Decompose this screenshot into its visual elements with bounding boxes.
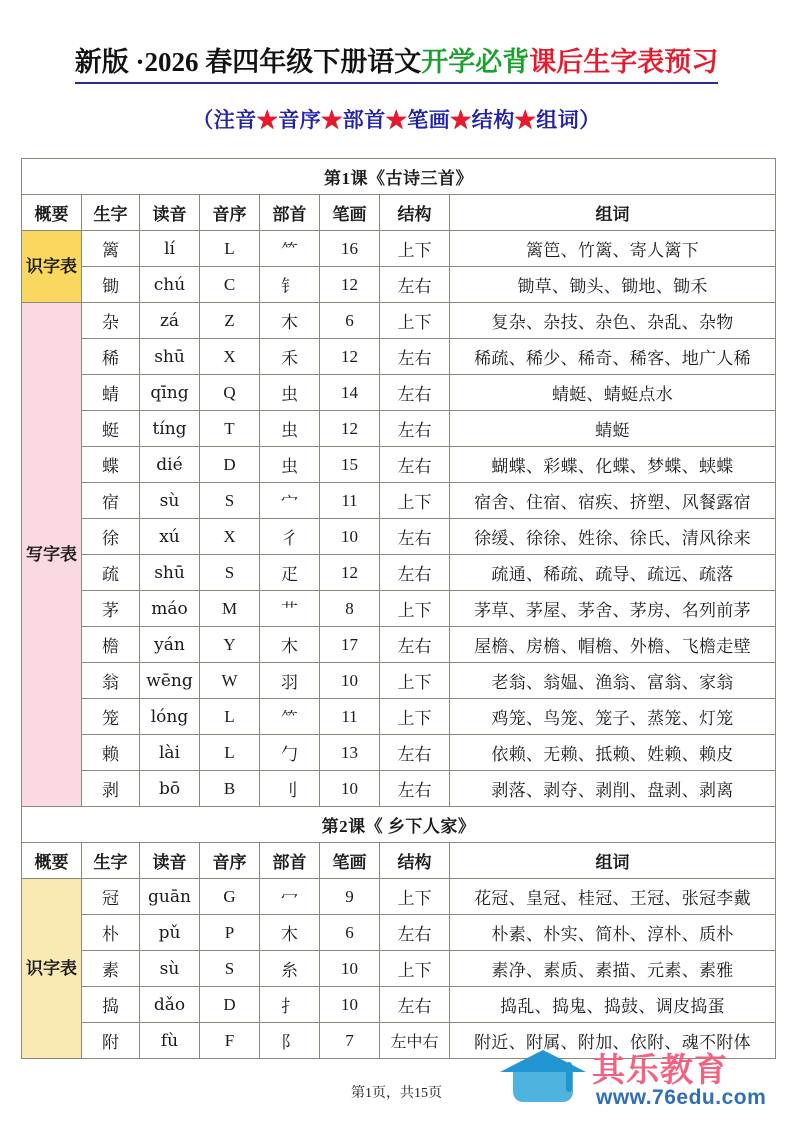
- vocabulary-table-wrap: [21, 158, 775, 1059]
- page-subtitle: （注音★音序★部首★笔画★结构★组词）: [192, 107, 601, 132]
- cell-character: 冠: [82, 879, 140, 915]
- column-header-structure: 结构: [380, 843, 450, 879]
- column-header-alpha: 音序: [200, 195, 260, 231]
- summary-group-label: 写字表: [22, 303, 82, 807]
- cell-words: 朴素、朴实、简朴、淳朴、质朴: [450, 915, 776, 951]
- cell-character: 赖: [82, 735, 140, 771]
- cell-words: 徐缓、徐徐、姓徐、徐氏、清风徐来: [450, 519, 776, 555]
- cell-character: 蜓: [82, 411, 140, 447]
- cell-radical: ⺮: [260, 231, 320, 267]
- cell-words: 剥落、剥夺、剥削、盘剥、剥离: [450, 771, 776, 807]
- cell-words: 茅草、茅屋、茅舍、茅房、名列前茅: [450, 591, 776, 627]
- table-row: [22, 339, 776, 375]
- cell-words: 蜻蜓: [450, 411, 776, 447]
- cell-stroke-count: 7: [320, 1023, 380, 1059]
- cell-words: 复杂、杂技、杂色、杂乱、杂物: [450, 303, 776, 339]
- cell-pinyin: fù: [140, 1023, 200, 1059]
- cell-radical: 木: [260, 915, 320, 951]
- cell-alpha-order: L: [200, 735, 260, 771]
- cell-words: 疏通、稀疏、疏导、疏远、疏落: [450, 555, 776, 591]
- cell-character: 稀: [82, 339, 140, 375]
- cell-stroke-count: 10: [320, 951, 380, 987]
- title-segment-black: 新版 ·2026 春四年级下册语文: [74, 47, 422, 77]
- cell-structure: 左右: [380, 447, 450, 483]
- cell-stroke-count: 6: [320, 303, 380, 339]
- table-row: [22, 987, 776, 1023]
- cell-pinyin: qīng: [140, 375, 200, 411]
- column-header-row: [22, 195, 776, 231]
- cell-words: 宿舍、住宿、宿疾、挤塑、风餐露宿: [450, 483, 776, 519]
- cell-radical: 宀: [260, 483, 320, 519]
- cell-radical: 刂: [260, 771, 320, 807]
- lesson-header-row: [22, 159, 776, 195]
- cell-pinyin: bō: [140, 771, 200, 807]
- cell-stroke-count: 11: [320, 483, 380, 519]
- column-header-pinyin: 读音: [140, 195, 200, 231]
- cell-pinyin: sù: [140, 951, 200, 987]
- table-row: [22, 447, 776, 483]
- cell-alpha-order: D: [200, 987, 260, 1023]
- cell-radical: 疋: [260, 555, 320, 591]
- cell-stroke-count: 12: [320, 339, 380, 375]
- cell-character: 徐: [82, 519, 140, 555]
- table-row: [22, 411, 776, 447]
- table-row: [22, 591, 776, 627]
- cell-structure: 左右: [380, 519, 450, 555]
- title-segment-green: 开学必背: [421, 47, 530, 77]
- cell-alpha-order: Q: [200, 375, 260, 411]
- title-block: [0, 0, 793, 134]
- cell-stroke-count: 10: [320, 987, 380, 1023]
- cell-structure: 左右: [380, 771, 450, 807]
- cell-alpha-order: Y: [200, 627, 260, 663]
- cell-alpha-order: L: [200, 699, 260, 735]
- lesson-title: 第1课《古诗三首》: [22, 159, 776, 195]
- cell-structure: 上下: [380, 483, 450, 519]
- table-row: [22, 267, 776, 303]
- cell-structure: 左右: [380, 411, 450, 447]
- column-header-strokes: 笔画: [320, 195, 380, 231]
- cell-stroke-count: 9: [320, 879, 380, 915]
- column-header-words: 组词: [450, 195, 776, 231]
- cell-pinyin: dǎo: [140, 987, 200, 1023]
- cell-words: 鸡笼、鸟笼、笼子、蒸笼、灯笼: [450, 699, 776, 735]
- cell-pinyin: pǔ: [140, 915, 200, 951]
- cell-character: 宿: [82, 483, 140, 519]
- cell-structure: 上下: [380, 303, 450, 339]
- cell-stroke-count: 15: [320, 447, 380, 483]
- cell-stroke-count: 11: [320, 699, 380, 735]
- cell-character: 笼: [82, 699, 140, 735]
- cell-stroke-count: 12: [320, 411, 380, 447]
- cell-character: 翁: [82, 663, 140, 699]
- cell-pinyin: lài: [140, 735, 200, 771]
- cell-stroke-count: 10: [320, 771, 380, 807]
- column-header-alpha: 音序: [200, 843, 260, 879]
- cell-structure: 左右: [380, 987, 450, 1023]
- cell-radical: ⺮: [260, 699, 320, 735]
- cell-radical: 扌: [260, 987, 320, 1023]
- lesson-header-row: [22, 807, 776, 843]
- cell-structure: 左右: [380, 555, 450, 591]
- cell-structure: 左右: [380, 627, 450, 663]
- cell-radical: 木: [260, 627, 320, 663]
- cell-character: 剥: [82, 771, 140, 807]
- cell-alpha-order: L: [200, 231, 260, 267]
- cell-structure: 左中右: [380, 1023, 450, 1059]
- cell-stroke-count: 17: [320, 627, 380, 663]
- table-row: [22, 735, 776, 771]
- table-row: [22, 771, 776, 807]
- cell-character: 朴: [82, 915, 140, 951]
- cell-structure: 左右: [380, 735, 450, 771]
- column-header-character: 生字: [82, 843, 140, 879]
- cell-stroke-count: 14: [320, 375, 380, 411]
- cell-radical: 虫: [260, 375, 320, 411]
- graduation-cap-icon: [500, 1048, 586, 1110]
- column-header-strokes: 笔画: [320, 843, 380, 879]
- cell-alpha-order: B: [200, 771, 260, 807]
- cell-words: 蝴蝶、彩蝶、化蝶、梦蝶、蛱蝶: [450, 447, 776, 483]
- column-header-summary: 概要: [22, 843, 82, 879]
- cell-alpha-order: X: [200, 519, 260, 555]
- cell-stroke-count: 13: [320, 735, 380, 771]
- cell-pinyin: shū: [140, 555, 200, 591]
- cell-alpha-order: M: [200, 591, 260, 627]
- cell-alpha-order: W: [200, 663, 260, 699]
- cell-character: 蝶: [82, 447, 140, 483]
- cell-pinyin: máo: [140, 591, 200, 627]
- cell-structure: 左右: [380, 267, 450, 303]
- table-row: [22, 627, 776, 663]
- table-row: [22, 231, 776, 267]
- table-row: [22, 951, 776, 987]
- table-row: [22, 879, 776, 915]
- cell-radical: 糸: [260, 951, 320, 987]
- cell-stroke-count: 16: [320, 231, 380, 267]
- cell-structure: 上下: [380, 699, 450, 735]
- table-row: [22, 699, 776, 735]
- cell-structure: 左右: [380, 339, 450, 375]
- lesson-title: 第2课《 乡下人家》: [22, 807, 776, 843]
- cell-character: 蜻: [82, 375, 140, 411]
- cell-stroke-count: 10: [320, 519, 380, 555]
- cell-stroke-count: 8: [320, 591, 380, 627]
- column-header-pinyin: 读音: [140, 843, 200, 879]
- vocabulary-table: [21, 158, 776, 1059]
- cell-character: 茅: [82, 591, 140, 627]
- cell-stroke-count: 12: [320, 555, 380, 591]
- cell-alpha-order: F: [200, 1023, 260, 1059]
- cell-pinyin: chú: [140, 267, 200, 303]
- cell-alpha-order: D: [200, 447, 260, 483]
- cell-structure: 上下: [380, 951, 450, 987]
- column-header-words: 组词: [450, 843, 776, 879]
- table-row: [22, 375, 776, 411]
- summary-group-label: 识字表: [22, 879, 82, 1059]
- summary-group-label: 识字表: [22, 231, 82, 303]
- column-header-radical: 部首: [260, 843, 320, 879]
- cell-alpha-order: T: [200, 411, 260, 447]
- cell-alpha-order: C: [200, 267, 260, 303]
- cell-words: 老翁、翁媪、渔翁、富翁、家翁: [450, 663, 776, 699]
- table-row: [22, 519, 776, 555]
- cell-words: 附近、附属、附加、依附、魂不附体: [450, 1023, 776, 1059]
- cell-structure: 左右: [380, 915, 450, 951]
- cell-alpha-order: P: [200, 915, 260, 951]
- cell-pinyin: wēng: [140, 663, 200, 699]
- cell-radical: 虫: [260, 447, 320, 483]
- cell-stroke-count: 12: [320, 267, 380, 303]
- cell-radical: 虫: [260, 411, 320, 447]
- cell-words: 素净、素质、素描、元素、素雅: [450, 951, 776, 987]
- cell-pinyin: tíng: [140, 411, 200, 447]
- cell-radical: 禾: [260, 339, 320, 375]
- cell-pinyin: xú: [140, 519, 200, 555]
- cell-pinyin: guān: [140, 879, 200, 915]
- cell-radical: 木: [260, 303, 320, 339]
- cell-character: 附: [82, 1023, 140, 1059]
- cell-structure: 左右: [380, 375, 450, 411]
- cell-pinyin: yán: [140, 627, 200, 663]
- cell-radical: 羽: [260, 663, 320, 699]
- cell-alpha-order: S: [200, 483, 260, 519]
- cell-alpha-order: S: [200, 951, 260, 987]
- column-header-summary: 概要: [22, 195, 82, 231]
- cell-pinyin: dié: [140, 447, 200, 483]
- cell-structure: 上下: [380, 879, 450, 915]
- cell-words: 篱笆、竹篱、寄人篱下: [450, 231, 776, 267]
- cell-character: 檐: [82, 627, 140, 663]
- cell-structure: 上下: [380, 663, 450, 699]
- cell-radical: 勹: [260, 735, 320, 771]
- brand-logo: [500, 1044, 780, 1118]
- cell-character: 捣: [82, 987, 140, 1023]
- cell-pinyin: lóng: [140, 699, 200, 735]
- column-header-character: 生字: [82, 195, 140, 231]
- cell-words: 依赖、无赖、抵赖、姓赖、赖皮: [450, 735, 776, 771]
- cell-alpha-order: X: [200, 339, 260, 375]
- cell-radical: 艹: [260, 591, 320, 627]
- cell-pinyin: zá: [140, 303, 200, 339]
- cell-words: 稀疏、稀少、稀奇、稀客、地广人稀: [450, 339, 776, 375]
- cell-pinyin: shū: [140, 339, 200, 375]
- cell-character: 杂: [82, 303, 140, 339]
- cell-pinyin: sù: [140, 483, 200, 519]
- cell-alpha-order: S: [200, 555, 260, 591]
- brand-url: www.76edu.com: [596, 1086, 767, 1109]
- cell-alpha-order: G: [200, 879, 260, 915]
- cell-radical: 冖: [260, 879, 320, 915]
- table-row: [22, 303, 776, 339]
- page-title: [75, 46, 719, 84]
- cell-radical: 钅: [260, 267, 320, 303]
- page-number: 第1页，共15页: [351, 1086, 442, 1101]
- column-header-radical: 部首: [260, 195, 320, 231]
- cell-alpha-order: Z: [200, 303, 260, 339]
- cell-words: 屋檐、房檐、帽檐、外檐、飞檐走壁: [450, 627, 776, 663]
- table-row: [22, 483, 776, 519]
- cell-character: 素: [82, 951, 140, 987]
- table-row: [22, 555, 776, 591]
- cell-structure: 上下: [380, 591, 450, 627]
- column-header-row: [22, 843, 776, 879]
- cell-radical: 彳: [260, 519, 320, 555]
- cell-words: 捣乱、捣鬼、捣鼓、调皮捣蛋: [450, 987, 776, 1023]
- table-row: [22, 663, 776, 699]
- cell-character: 锄: [82, 267, 140, 303]
- cell-pinyin: lí: [140, 231, 200, 267]
- cell-stroke-count: 6: [320, 915, 380, 951]
- cell-character: 疏: [82, 555, 140, 591]
- column-header-structure: 结构: [380, 195, 450, 231]
- cell-words: 花冠、皇冠、桂冠、王冠、张冠李戴: [450, 879, 776, 915]
- table-row: [22, 915, 776, 951]
- cell-words: 锄草、锄头、锄地、锄禾: [450, 267, 776, 303]
- cell-structure: 上下: [380, 231, 450, 267]
- cell-stroke-count: 10: [320, 663, 380, 699]
- cell-radical: 阝: [260, 1023, 320, 1059]
- title-segment-red: 课后生字表预习: [529, 47, 719, 77]
- brand-name: 其乐教育: [592, 1053, 728, 1089]
- cell-words: 蜻蜓、蜻蜓点水: [450, 375, 776, 411]
- cell-character: 篱: [82, 231, 140, 267]
